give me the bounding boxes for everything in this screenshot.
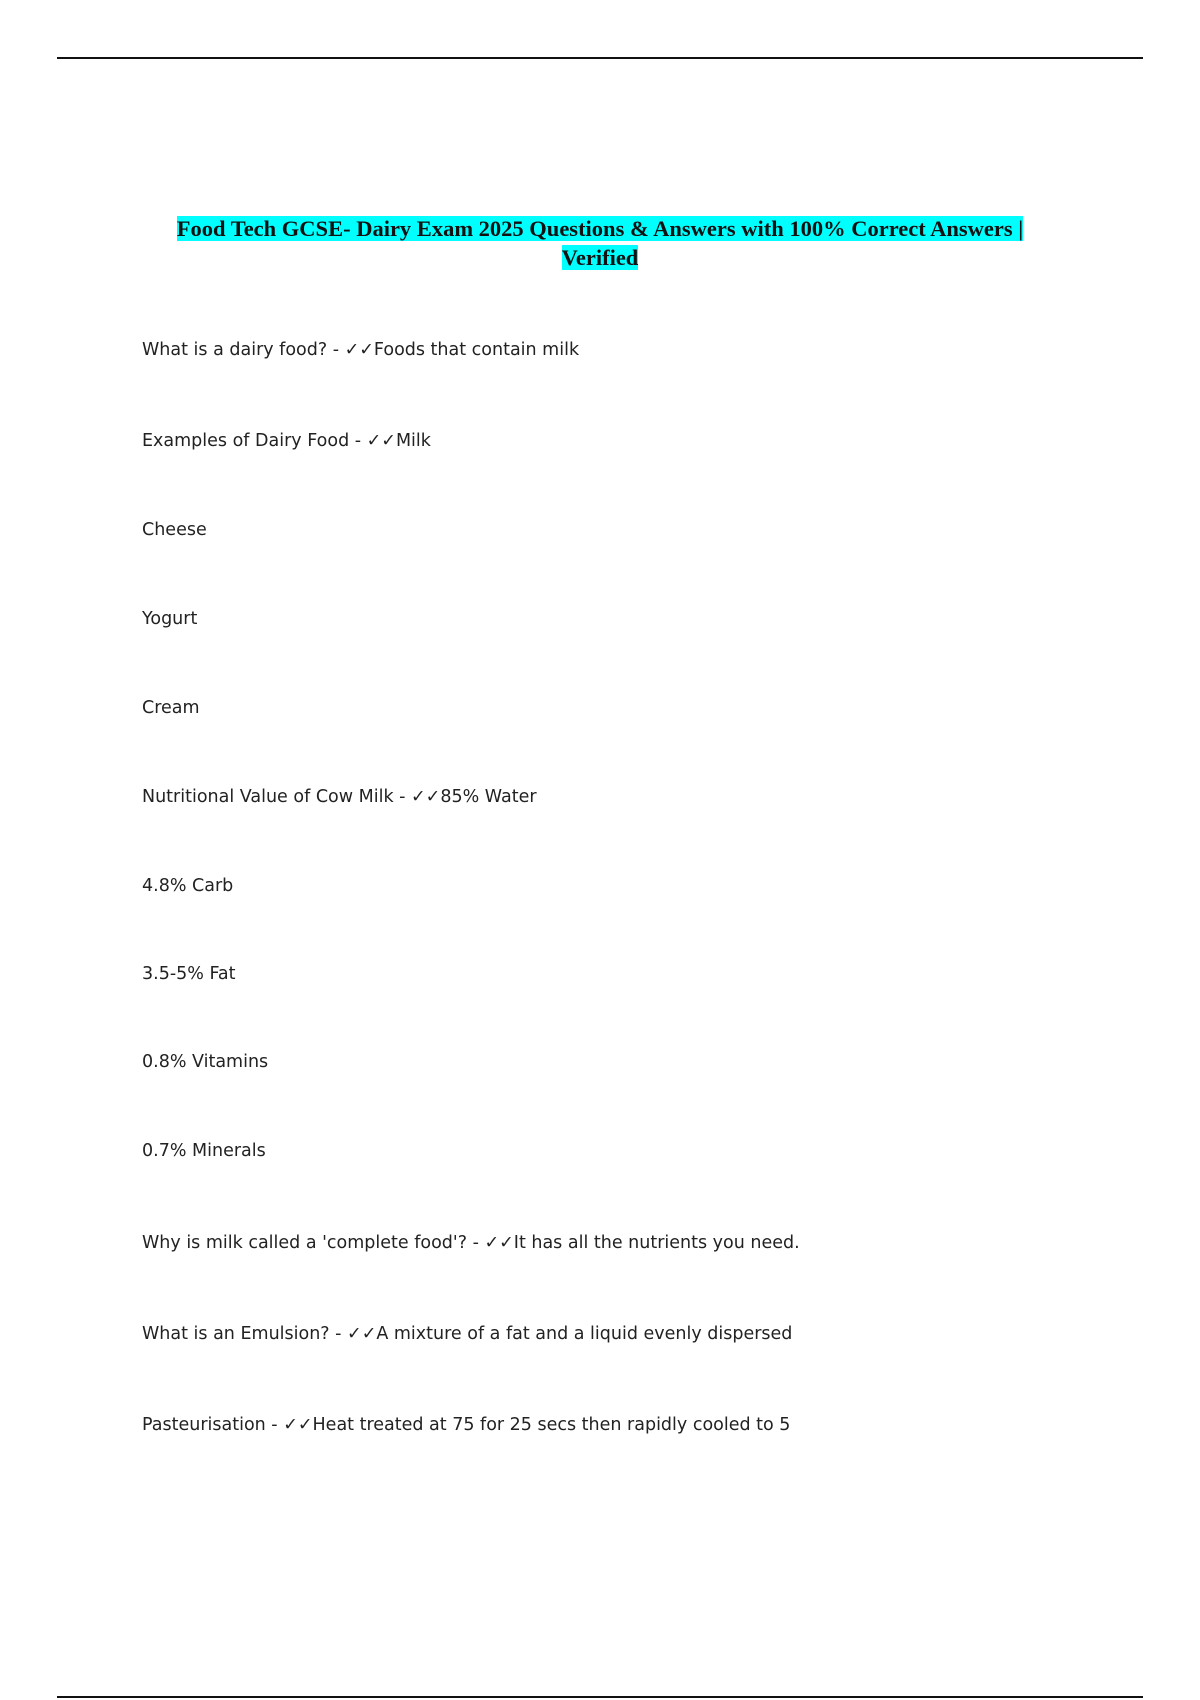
header-rule [57, 57, 1143, 59]
qa-line-examples: Examples of Dairy Food - ✓✓Milk [142, 431, 431, 451]
qa-line-pasteurisation: Pasteurisation - ✓✓Heat treated at 75 for 25 secs then rapidly cooled to 5 [142, 1415, 791, 1435]
qa-line-dairy-food: What is a dairy food? - ✓✓Foods that contain milk [142, 340, 580, 360]
footer-rule [57, 1696, 1143, 1698]
qa-line-complete-food: Why is milk called a 'complete food'? - ✓✓It has all the nutrients you need. [142, 1233, 800, 1253]
document-title [100, 214, 1100, 272]
title-line-1: Food Tech GCSE- Dairy Exam 2025 Questions & Answers with 100% Correct Answers | [176, 216, 1024, 241]
qa-line-carb: 4.8% Carb [142, 876, 234, 896]
qa-line-minerals: 0.7% Minerals [142, 1141, 266, 1161]
qa-line-emulsion: What is an Emulsion? - ✓✓A mixture of a fat and a liquid evenly dispersed [142, 1324, 793, 1344]
qa-line-nutritional-value: Nutritional Value of Cow Milk - ✓✓85% Water [142, 787, 537, 807]
title-line-2: Verified [561, 245, 639, 270]
qa-line-fat: 3.5-5% Fat [142, 964, 236, 984]
qa-line-cheese: Cheese [142, 520, 207, 540]
qa-line-yogurt: Yogurt [142, 609, 198, 629]
qa-line-cream: Cream [142, 698, 200, 718]
qa-line-vitamins: 0.8% Vitamins [142, 1052, 269, 1072]
